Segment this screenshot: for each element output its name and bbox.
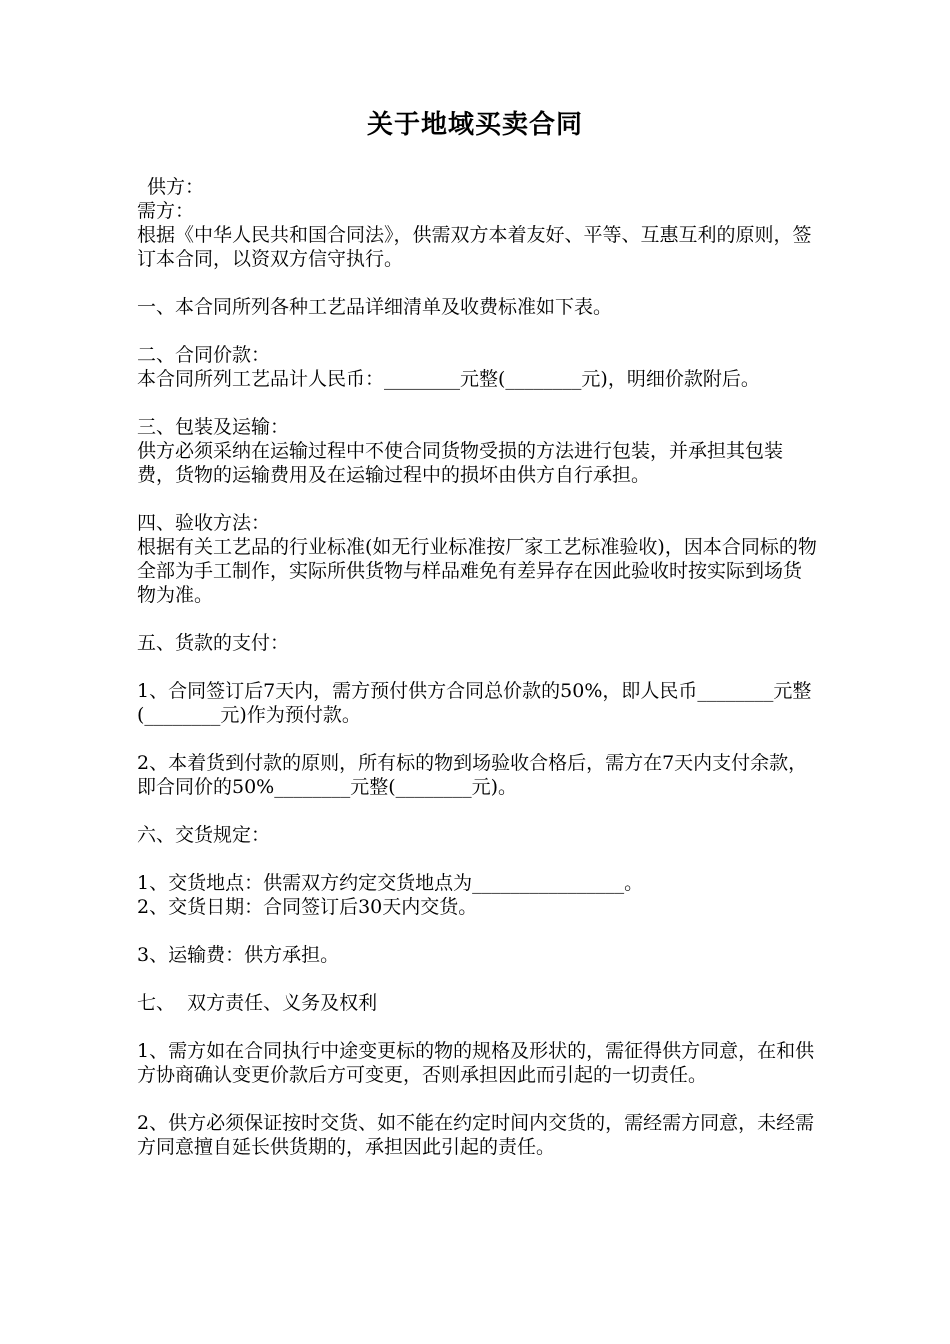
document-title: 关于地域买卖合同 xyxy=(366,110,583,140)
section-2-heading: 二、合同价款： xyxy=(137,344,271,366)
buyer-label: 需方： xyxy=(137,200,195,222)
document-body xyxy=(137,175,817,1159)
section-6-item-1: 1、交货地点：供需双方约定交货地点为________________。 xyxy=(137,872,644,894)
section-5-item-2: 2、本着货到付款的原则，所有标的物到场验收合格后，需方在7天内支付余款，即合同价的50%________元整(________元)。 xyxy=(137,752,808,798)
section-7-heading: 七、 双方责任、义务及权利 xyxy=(137,992,378,1014)
section-6-item-2: 2、交货日期：合同签订后30天内交货。 xyxy=(137,896,478,918)
section-2-body: 本合同所列工艺品计人民币：________元整(________元)，明细价款附后。 xyxy=(137,368,760,390)
section-6-item-3: 3、运输费：供方承担。 xyxy=(137,944,340,966)
section-3-heading: 三、包装及运输： xyxy=(137,416,290,438)
preamble: 根据《中华人民共和国合同法》，供需双方本着友好、平等、互惠互利的原则，签订本合同，以资双方信守执行。 xyxy=(137,224,812,270)
section-5-item-1: 1、合同签订后7天内，需方预付供方合同总价款的50%，即人民币________元整(________元)作为预付款。 xyxy=(137,680,812,726)
section-7-item-1: 1、需方如在合同执行中途变更标的物的规格及形状的，需征得供方同意，在和供方协商确认变更价款后方可变更，否则承担因此而引起的一切责任。 xyxy=(137,1040,815,1086)
section-3-body: 供方必须采纳在运输过程中不使合同货物受损的方法进行包装，并承担其包装费，货物的运输费用及在运输过程中的损坏由供方自行承担。 xyxy=(137,440,784,486)
supplier-label: 供方： xyxy=(147,176,205,198)
section-4-body: 根据有关工艺品的行业标准(如无行业标准按厂家工艺标准验收)，因本合同标的物全部为手工制作，实际所供货物与样品难免有差异存在因此验收时按实际到场货物为准。 xyxy=(137,536,817,606)
section-4-heading: 四、验收方法： xyxy=(137,512,271,534)
section-1: 一、本合同所列各种工艺品详细清单及收费标准如下表。 xyxy=(137,296,613,318)
section-7-item-2: 2、供方必须保证按时交货、如不能在约定时间内交货的，需经需方同意，未经需方同意擅自延长供货期的，承担因此引起的责任。 xyxy=(137,1112,815,1158)
section-6-heading: 六、交货规定： xyxy=(137,824,271,846)
section-5-heading: 五、货款的支付： xyxy=(137,632,290,654)
